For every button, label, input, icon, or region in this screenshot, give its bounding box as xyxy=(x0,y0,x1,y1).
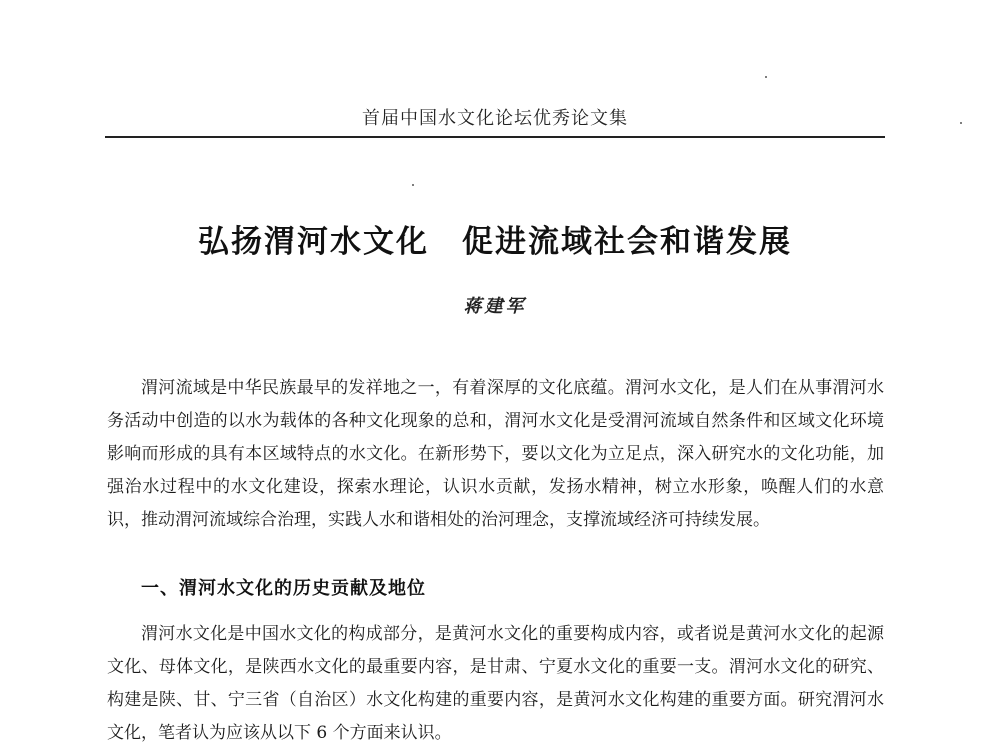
article-title: 弘扬渭河水文化 促进流域社会和谐发展 xyxy=(198,224,792,260)
intro-paragraph: 渭河流域是中华民族最早的发祥地之一，有着深厚的文化底蕴。渭河水文化，是人们在从事渭河水务活动中创造的以水为载体的各种文化现象的总和，渭河水文化是受渭河流域自然条件和区域文化环境影响而形成的具有本区域特点的水文化。在新形势下，要以文化为立足点，深入研究水的文化功能，加强治水过程中的水文化建设，探索水理论，认识水贡献，发扬水精神，树立水形象，唤醒人们的水意识，推动渭河流域综合治理，实践人水和谐相处的治河理念，支撑流域经济可持续发展。 xyxy=(107,378,884,530)
scan-speck xyxy=(412,184,414,186)
running-head: 首届中国水文化论坛优秀论文集 xyxy=(362,108,628,129)
section-heading: 一、渭河水文化的历史贡献及地位 xyxy=(141,578,426,599)
article-author: 蒋建军 xyxy=(463,296,527,317)
scan-speck xyxy=(765,76,767,78)
section-paragraph: 渭河水文化是中国水文化的构成部分，是黄河水文化的重要构成内容，或者说是黄河水文化的起源文化、母体文化，是陕西水文化的最重要内容，是甘肃、宁夏水文化的重要一支。渭河水文化的研究、构建是陕、甘、宁三省（自治区）水文化构建的重要内容，是黄河水文化构建的重要方面。研究渭河水文化，笔者认为应该从以下 6 个方面来认识。 xyxy=(107,624,884,743)
header-rule xyxy=(105,136,885,138)
scan-speck xyxy=(960,122,962,124)
